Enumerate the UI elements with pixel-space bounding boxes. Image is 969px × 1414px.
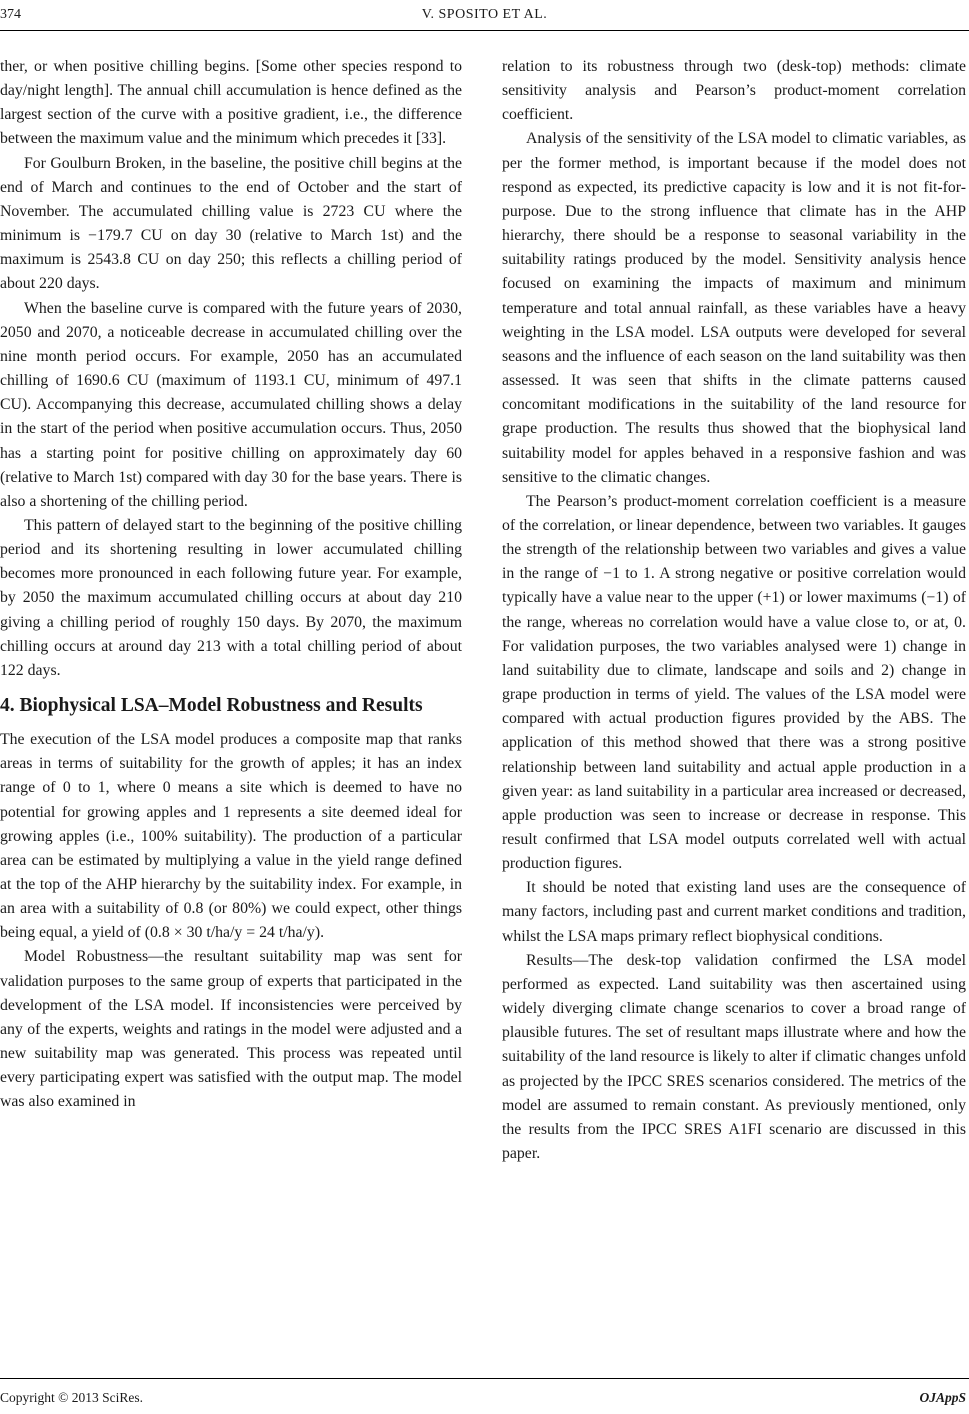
left-column: [0, 55, 462, 1115]
paragraph: The Pearson’s product-moment correlation coefficient is a measure of the correlation, or linear dependence, between two variables. It gauges the strength of the relationship between two variables and gives a value in the range of −1 to 1. A strong negative or positive correlation would typically have a value near to the upper (+1) or lower maximums (−1) of the range, whereas no correlation would have a value close to, or at, 0. For validation purposes, the two variables analysed were 1) change in land suitability due to climate, landscape and soils and 2) change in grape production in terms of yield. The values of the LSA model were compared with actual production figures provided by the ABS. The application of this method showed that there was a strong positive relationship between land suitability and actual apple production in a given year: as land suitability in a particular area increased or decreased, apple production was seen to increase or decrease in response. This result confirmed that LSA model outputs correlated well with actual production figures.: [502, 492, 966, 873]
paragraph: For Goulburn Broken, in the baseline, the positive chill begins at the end of March and continues to the end of October and the start of November. The accumulated chilling value is 2723 CU where the minimum is −179.7 CU on day 30 (relative to March 1st) and the maximum is 2543.8 CU on day 250; this reflects a chilling period of about 220 days.: [0, 154, 462, 293]
paragraph: This pattern of delayed start to the beginning of the positive chilling period and its shortening resulting in lower accumulated chilling becomes more pronounced in each following future year. For example, by 2050 the maximum accumulated chilling occurs at about day 210 giving a chilling period of roughly 150 days. By 2070, the maximum chilling occurs at around day 213 with a total chilling period of about 122 days.: [0, 516, 462, 679]
paragraph: The execution of the LSA model produces a composite map that ranks areas in terms of suitability for the growth of apples; it has an index range of 0 to 1, where 0 means a site which is deemed to have no potential for growing apples and 1 represents a site deemed ideal for growing apples (i.e., 100% suitability). The production of a particular area can be estimated by multiplying a value in the yield range defined at the top of the AHP hierarchy by the suitability index. For example, in an area with a suitability of 0.8 (or 80%) we could expect, other things being equal, a yield of (0.8 × 30 t/ha/y = 24 t/ha/y).: [0, 731, 462, 942]
paragraph: ther, or when positive chilling begins. [Some other species respond to day/night length]. The annual chill accumulation is hence defined as the largest section of the curve with a positive gradient, i.e., the difference between the maximum value and the minimum which precedes it [33].: [0, 58, 462, 148]
paragraph: Results—The desk-top validation confirmed the LSA model performed as expected. Land suitability was then ascertained using widely diverging climate change scenarios to cover a broad range of plausible futures. The set of resultant maps illustrate where and how the suitability of the land resource is likely to alter if climatic changes unfold as projected by the IPCC SRES scenarios considered. The metrics of the model are assumed to remain constant. As previously mentioned, only the results from the IPCC SRES A1FI scenario are discussed in this paper.: [502, 951, 966, 1163]
header-rule: [0, 30, 969, 31]
page-number: 374: [0, 7, 21, 22]
paragraph: Model Robustness—the resultant suitability map was sent for validation purposes to the same group of experts that participated in the development of the LSA model. If inconsistencies were perceived by any of the experts, weights and ratings in the model were adjusted and a new suitability map was generated. This process was repeated until every participating expert was satisfied with the output map. The model was also examined in: [0, 948, 462, 1111]
right-column: [502, 55, 966, 1166]
journal-name: OJAppS: [919, 1390, 966, 1405]
paragraph: When the baseline curve is compared with the future years of 2030, 2050 and 2070, a noticeable decrease in accumulated chilling over the nine month period occurs. For example, 2050 has an accumulated chilling of 1690.6 CU (maximum of 1193.1 CU, minimum of 497.1 CU). Accompanying this decrease, accumulated chilling shows a delay in the start of the period when positive accumulation occurs. Thus, 2050 has a starting point for positive chilling on approximately day 60 (relative to March 1st) compared with day 30 for the base years. There is also a shortening of the chilling period.: [0, 299, 462, 510]
running-head: V. SPOSITO ET AL.: [421, 7, 548, 22]
page-header: [0, 0, 969, 30]
footer-rule: [0, 1378, 969, 1379]
copyright-notice: Copyright © 2013 SciRes.: [0, 1390, 144, 1405]
paragraph: Analysis of the sensitivity of the LSA model to climatic variables, as per the former method, is important because if the model does not respond as expected, its predictive capacity is low and it is not fit-for-purpose. Due to the strong influence that climate has in the AHP hierarchy, there should be a response to seasonal variability in the suitability ratings produced by the model. Sensitivity analysis hence focused on examining the impacts of maximum and minimum temperature and total annual rainfall, as these variables have a heavy weighting in the LSA model. LSA outputs were developed for several seasons and the influence of each season on the land suitability was then assessed. It was seen that shifts in the climate patterns caused concomitant modifications in the suitability of the land resource for grape production. The results thus showed that the biophysical land suitability model for apples behaved in a responsive fashion and was sensitive to the climatic changes.: [502, 130, 966, 486]
section-heading: 4. Biophysical LSA–Model Robustness and Results: [0, 695, 423, 717]
paragraph: It should be noted that existing land uses are the consequence of many factors, including past and current market conditions and tradition, whilst the LSA maps primary reflect biophysical conditions.: [502, 879, 966, 945]
paragraph: relation to its robustness through two (desk-top) methods: climate sensitivity analysis and Pearson’s product-moment correlation coefficient.: [502, 58, 966, 124]
